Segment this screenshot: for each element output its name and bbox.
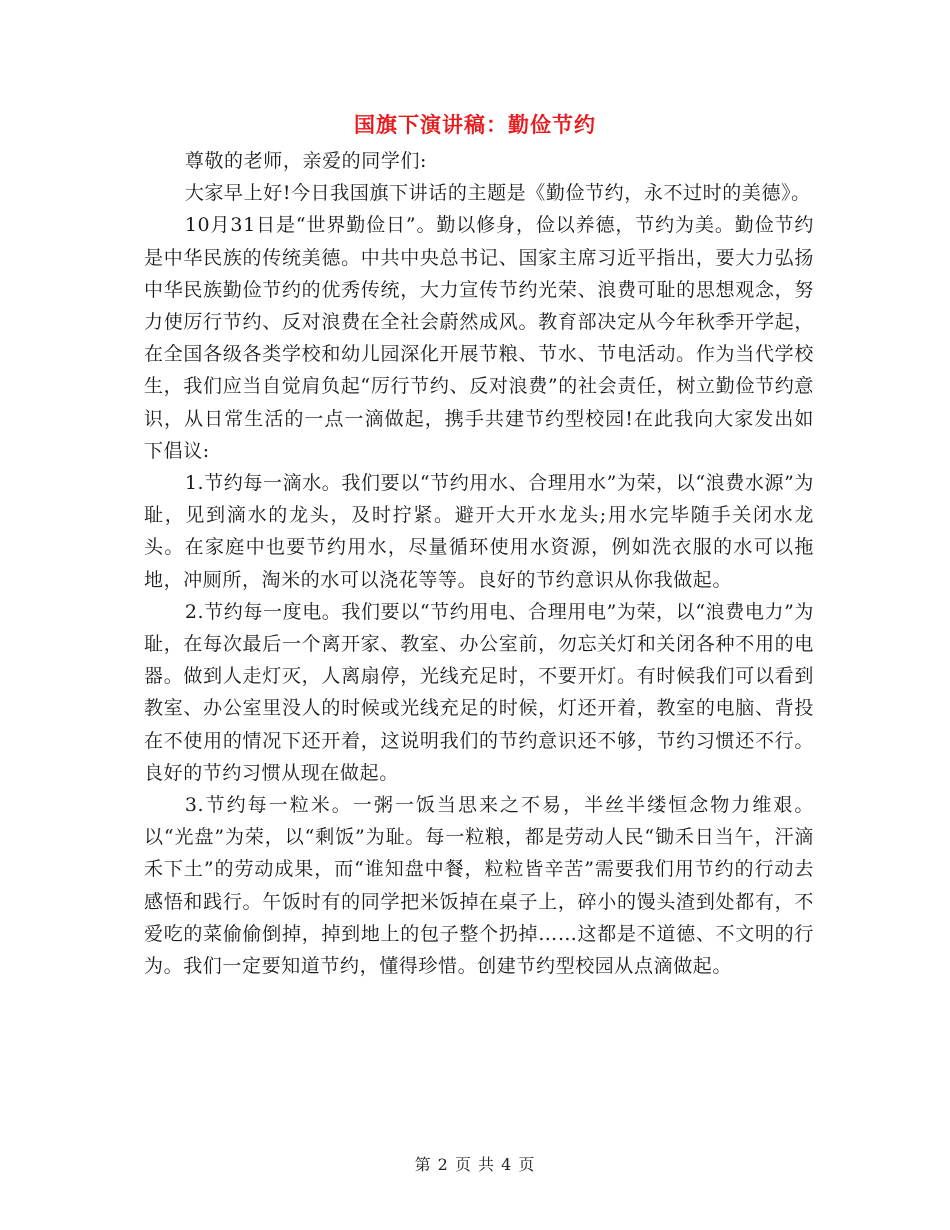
electricity-paragraph: 2.节约每一度电。我们要以“节约用电、合理用电”为荣，以“浪费电力”为耻，在每次最后一个离开家、教室、办公室前，勿忘关灯和关闭各种不用的电器。做到人走灯灭，人离扇停，光线充足时，不要开灯。有时候我们可以看到教室、办公室里没人的时候或光线充足的时候，灯还开着，教室的电脑、背投在不使用的情况下还开着，这说明我们的节约意识还不够，节约习惯还不行。良好的节约习惯从现在做起。 (144, 600, 814, 784)
intro-paragraph: 10月31日是“世界勤俭日”。勤以修身，俭以养德，节约为美。勤俭节约是中华民族的传统美德。中共中央总书记、国家主席习近平指出，要大力弘扬中华民族勤俭节约的优秀传统，大力宣传节约光荣、浪费可耻的思想观念，努力使厉行节约、反对浪费在全社会蔚然成风。教育部决定从今年秋季开学起，在全国各级各类学校和幼儿园深化开展节粮、节水、节电活动。作为当代学校生，我们应当自觉肩负起“厉行节约、反对浪费”的社会责任，树立勤俭节约意识，从日常生活的一点一滴做起，携手共建节约型校园!在此我向大家发出如下倡议: (144, 214, 814, 462)
rice-paragraph: 3.节约每一粒米。一粥一饭当思来之不易，半丝半缕恒念物力维艰。以“光盘”为荣，以“剩饭”为耻。每一粒粮，都是劳动人民“锄禾日当午，汗滴禾下土”的劳动成果，而“谁知盘中餐，粒粒皆辛苦”需要我们用节约的行动去感悟和践行。午饭时有的同学把米饭掉在桌子上，碎小的馒头渣到处都有，不爱吃的菜偷偷倒掉，掉到地上的包子整个扔掉……这都是不道德、不文明的行为。我们一定要知道节约，懂得珍惜。创建节约型校园从点滴做起。 (144, 794, 814, 978)
greeting-paragraph: 大家早上好!今日我国旗下讲话的主题是《勤俭节约，永不过时的美德》。 (184, 182, 811, 205)
document-title: 国旗下演讲稿：勤俭节约 (354, 113, 596, 137)
document-body (144, 145, 814, 982)
salutation-paragraph: 尊敬的老师，亲爱的同学们: (184, 150, 428, 172)
water-paragraph: 1.节约每一滴水。我们要以“节约用水、合理用水”为荣，以“浪费水源”为耻，见到滴水的龙头，及时拧紧。避开大开水龙头;用水完毕随手关闭水龙头。在家庭中也要节约用水，尽量循环使用水资源，例如洗衣服的水可以拖地，冲厕所，淘米的水可以浇花等等。良好的节约意识从你我做起。 (144, 472, 814, 591)
page-footer: 第 2 页 共 4 页 (414, 1155, 536, 1174)
